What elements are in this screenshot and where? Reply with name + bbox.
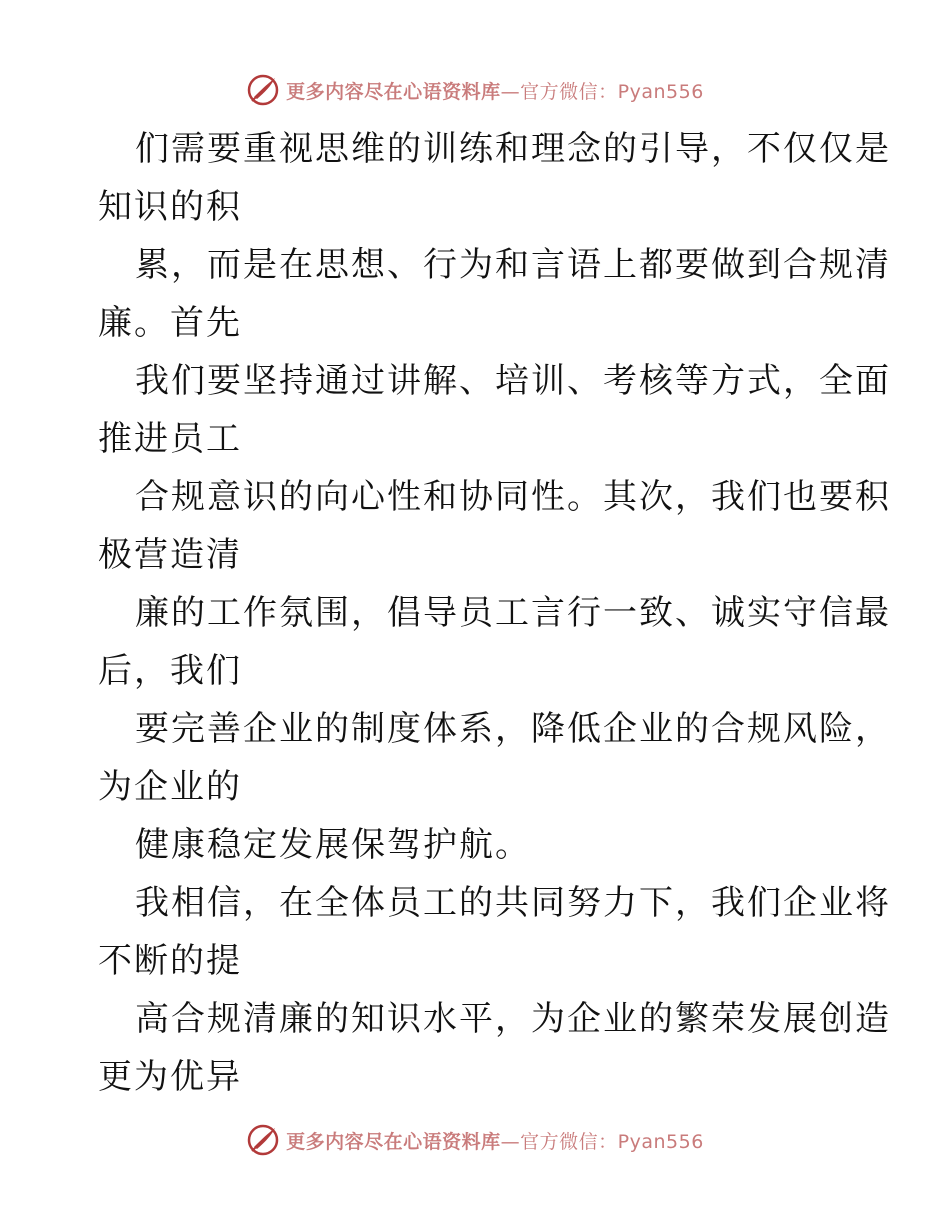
text-line: 极营造清 <box>98 535 242 575</box>
text-line: 推进员工 <box>98 419 242 459</box>
text-line: 高合规清廉的知识水平，为企业的繁荣发展创造 <box>135 999 891 1039</box>
text-line: 要完善企业的制度体系，降低企业的合规风险， <box>135 709 891 749</box>
footer-site-name: 更多内容尽在心语资料库 <box>286 1130 501 1153</box>
text-line: 累，而是在思想、行为和言语上都要做到合规清 <box>135 245 891 285</box>
text-line: 为企业的 <box>98 767 242 807</box>
text-line: 们需要重视思维的训练和理念的引导，不仅仅是 <box>135 129 891 169</box>
document-body <box>98 120 891 1106</box>
text-line: 我相信，在全体员工的共同努力下，我们企业将 <box>135 883 891 923</box>
text-line: 廉。首先 <box>98 303 242 343</box>
text-line: 后，我们 <box>98 651 242 691</box>
footer-dash: — <box>500 1130 521 1153</box>
header-banner <box>0 70 950 110</box>
quill-logo-icon <box>246 1123 280 1157</box>
text-line: 合规意识的向心性和协同性。其次，我们也要积 <box>135 477 891 517</box>
header-site-name: 更多内容尽在心语资料库 <box>286 80 501 103</box>
quill-logo-icon <box>246 73 280 107</box>
header-wechat: 官方微信：Pyan556 <box>520 80 704 103</box>
text-line: 更为优异 <box>98 1057 242 1097</box>
text-line: 不断的提 <box>98 941 242 981</box>
footer-wechat: 官方微信：Pyan556 <box>520 1130 704 1153</box>
text-line: 健康稳定发展保驾护航。 <box>135 825 531 865</box>
text-line: 知识的积 <box>98 187 242 227</box>
header-dash: — <box>500 80 521 103</box>
text-line: 廉的工作氛围，倡导员工言行一致、诚实守信最 <box>135 593 891 633</box>
footer-banner <box>0 1120 950 1160</box>
text-line: 我们要坚持通过讲解、培训、考核等方式，全面 <box>135 361 891 401</box>
